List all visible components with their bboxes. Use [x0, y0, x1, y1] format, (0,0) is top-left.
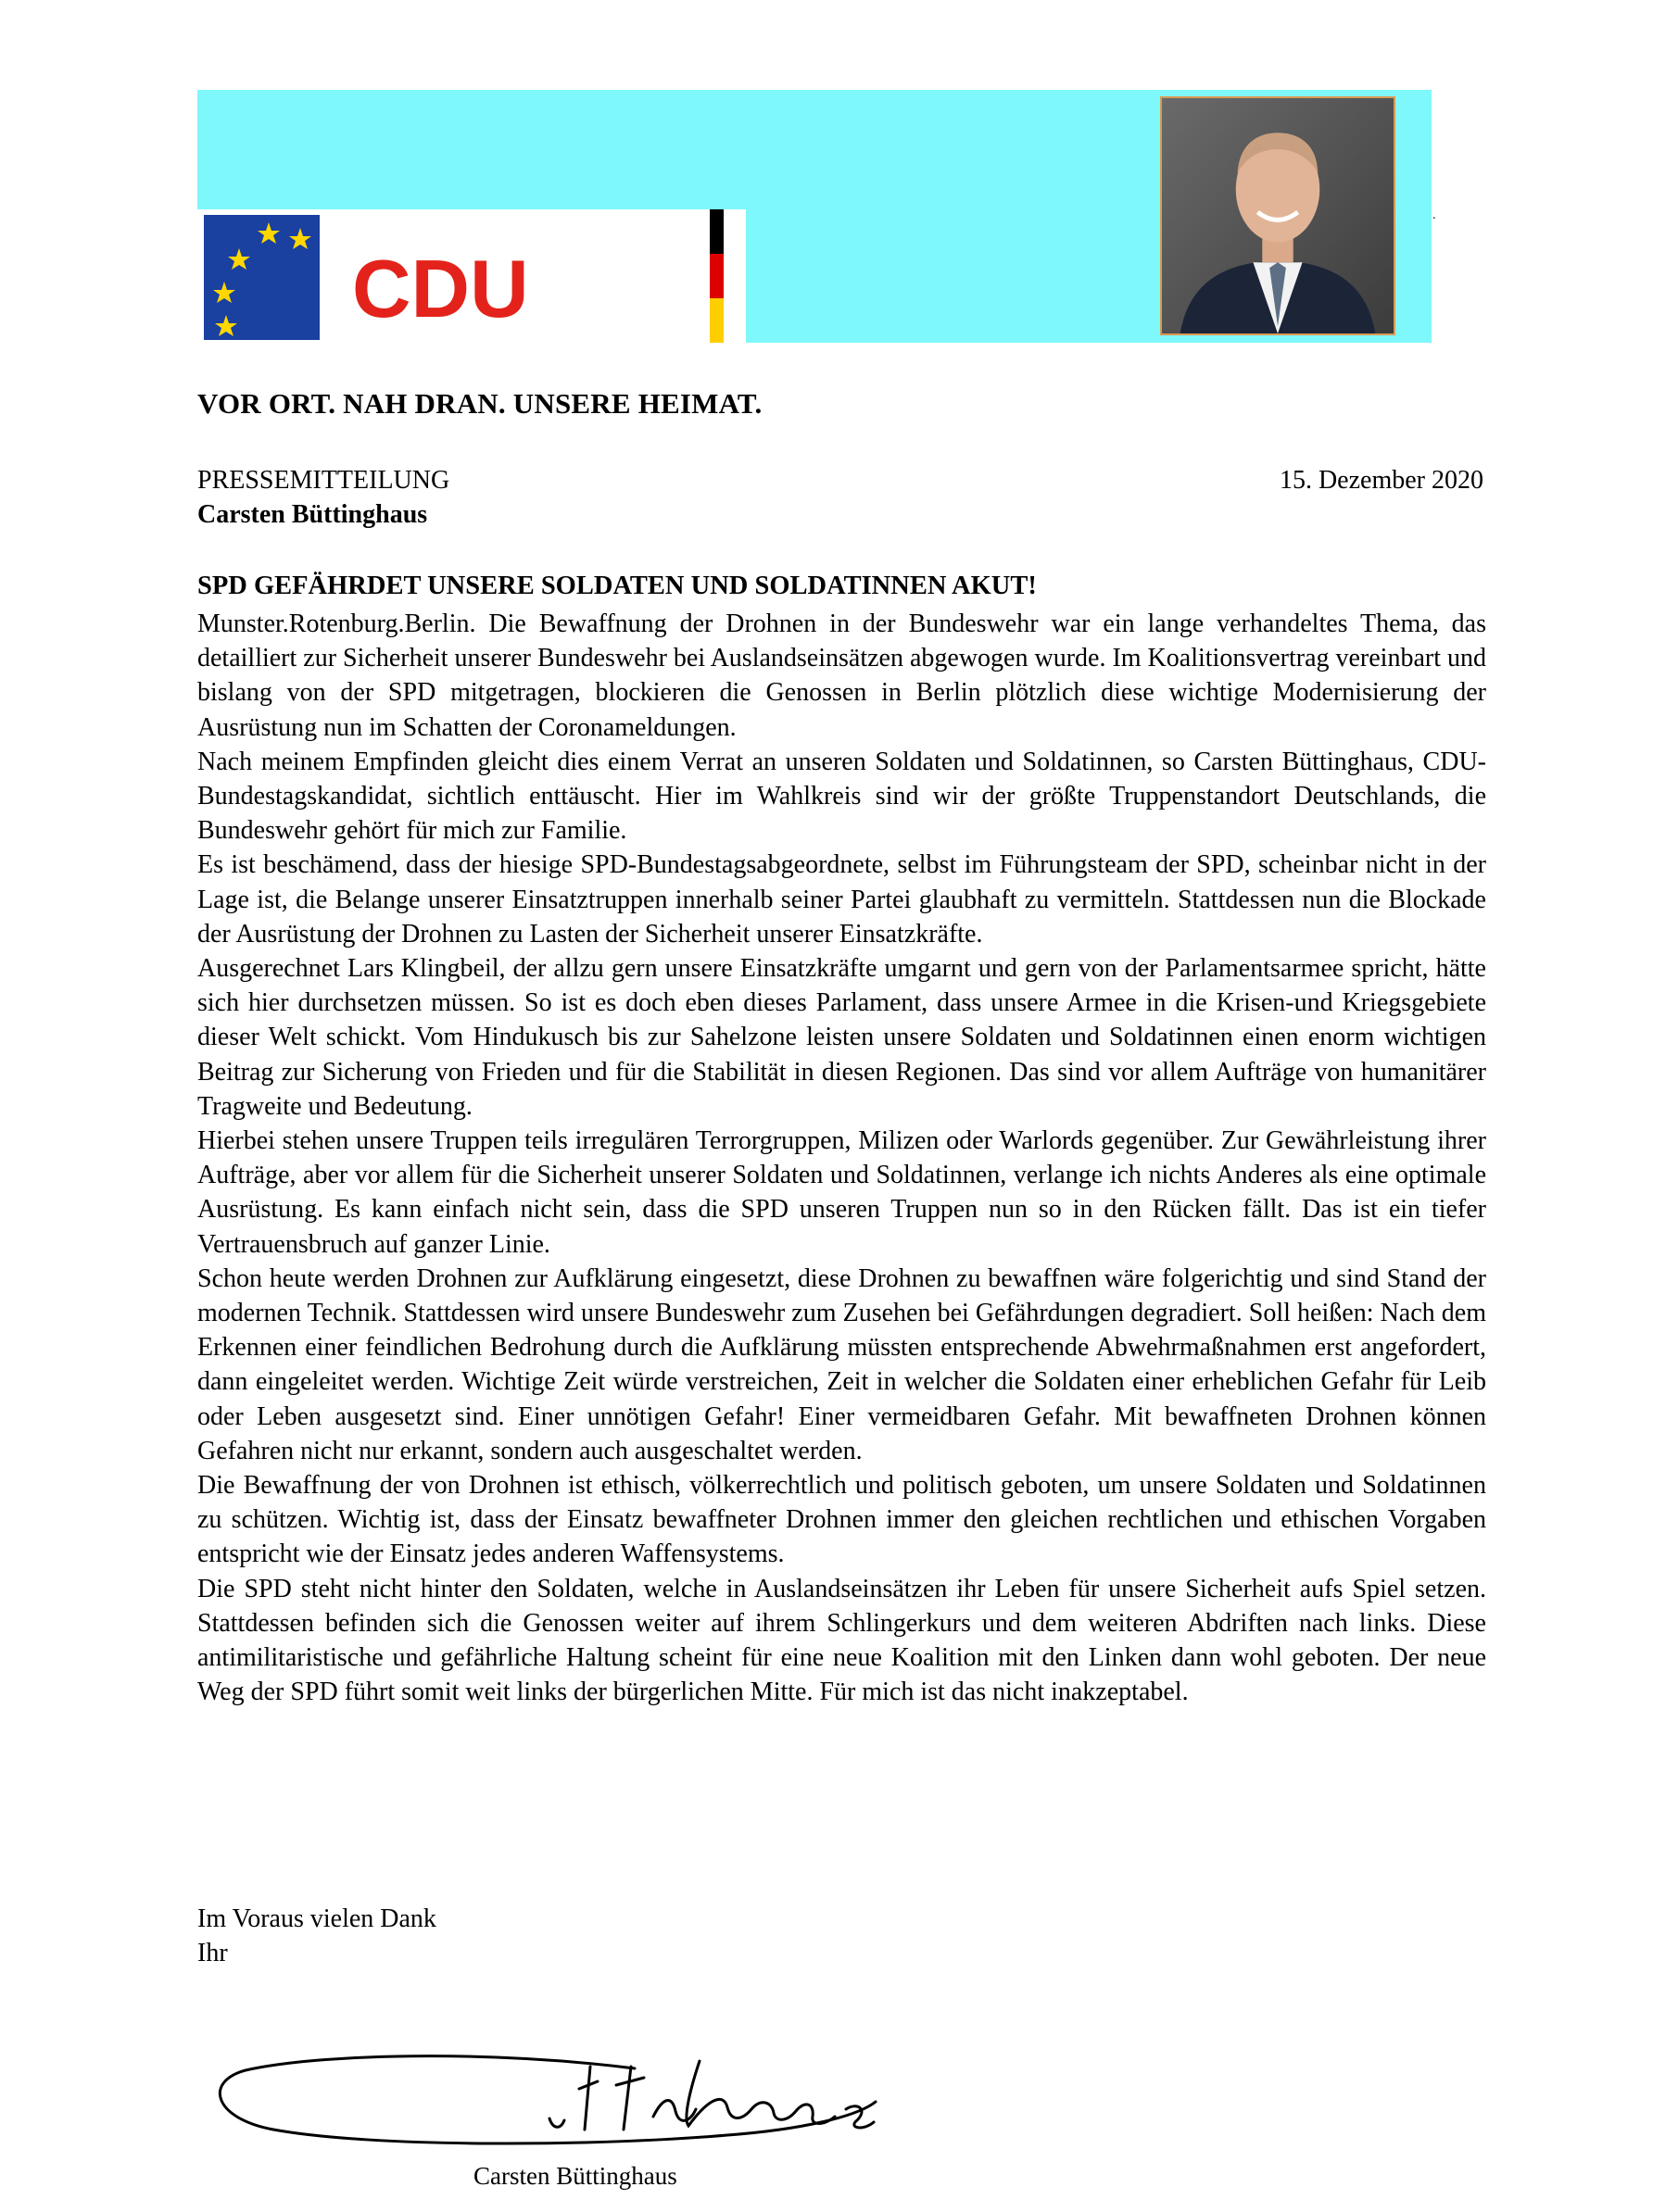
paragraph: Munster.Rotenburg.Berlin. Die Bewaffnung der Drohnen in der Bundeswehr war ein lange verhandeltes Thema, das detailliert zur Sicherheit unserer Bundeswehr bei Auslandseinsätzen abgewogen wurde. Im Koalitionsvertrag vereinbart und bislang von der SPD mitgetragen, blockieren die Genossen in Berlin plötzlich diese wichtige Modernisierung der Ausrüstung nun im Schatten der Coronameldungen.	[197, 610, 1486, 742]
cdu-logo	[352, 252, 593, 324]
press-release-body	[197, 607, 1486, 1710]
eu-flag-icon	[204, 215, 320, 340]
headline: SPD GEFÄHRDET UNSERE SOLDATEN UND SOLDATINNEN AKUT!	[197, 572, 1037, 600]
handwritten-signature	[208, 2033, 931, 2172]
closing	[197, 1902, 436, 1970]
paragraph: Hierbei stehen unsere Truppen teils irregulären Terrorgruppen, Milizen oder Warlords gegenüber. Zur Gewährleistung ihrer Aufträge, aber vor allem für die Sicherheit unserer Soldaten und Soldatinnen, verlange ich nichts Anderes als eine optimale Ausrüstung. Es kann einfach nicht sein, dass die SPD unseren Truppen nun so in den Rücken fällt. Das ist ein tiefer Vertrauensbruch auf ganzer Linie.	[197, 1126, 1486, 1259]
paragraph: Die Bewaffnung der von Drohnen ist ethisch, völkerrechtlich und politisch geboten, um unsere Soldaten und Soldatinnen zu schützen. Wichtig ist, dass der Einsatz bewaffneter Drohnen immer den gleichen rechtlichen und ethischen Vorgaben entspricht wie der Einsatz jedes anderen Waffensystems.	[197, 1471, 1486, 1569]
paragraph: Schon heute werden Drohnen zur Aufklärung eingesetzt, diese Drohnen zu bewaffnen wäre folgerichtig und sind Stand der modernen Technik. Stattdessen wird unsere Bundeswehr zum Zusehen bei Gefährdungen degradiert. Soll heißen: Nach dem Erkennen einer feindlichen Bedrohung durch die Aufklärung müssten entsprechende Abwehrmaßnahmen erst angefordert, dann eingeleitet werden. Wichtige Zeit würde verstreichen, Zeit in welcher die Soldaten einer erheblichen Gefahr für Leib oder Leben ausgesetzt sind. Einer unnötigen Gefahr! Einer vermeidbaren Gefahr. Mit bewaffneten Drohnen können Gefahren nicht nur erkannt, sondern auch ausgeschaltet werden.	[197, 1263, 1486, 1465]
german-flag-icon	[710, 209, 724, 343]
closing-salutation: Ihr	[197, 1939, 228, 1968]
decorative-dot: .	[1432, 208, 1436, 222]
paragraph: Nach meinem Empfinden gleicht dies einem Verrat an unseren Soldaten und Soldatinnen, so Carsten Büttinghaus, CDU-Bundestagskandidat, sichtlich enttäuscht. Hier im Wahlkreis sind wir der größte Truppenstandort Deutschlands, die Bundeswehr gehört für mich zur Familie.	[197, 747, 1486, 846]
release-date: 15. Dezember 2020	[1279, 466, 1483, 495]
cdu-logo-text: CDU	[352, 252, 529, 324]
author-name: Carsten Büttinghaus	[197, 500, 428, 529]
slogan: VOR ORT. NAH DRAN. UNSERE HEIMAT.	[197, 387, 763, 420]
signature-name: Carsten Büttinghaus	[473, 2162, 677, 2190]
portrait-photo	[1160, 96, 1395, 335]
paragraph: Ausgerechnet Lars Klingbeil, der allzu gern unsere Einsatzkräfte umgarnt und gern von der Parlamentsarmee spricht, hätte sich hier durchsetzen müssen. So ist es doch eben dieses Parlament, dass unsere Armee in die Krisen-und Kriegsgebiete dieser Welt schickt. Vom Hindukusch bis zur Sahelzone leisten unsere Soldaten und Soldatinnen einen enorm wichtigen Beitrag zur Sicherung von Frieden und für die Stabilität in diesen Regionen. Das sind vor allem Aufträge von humanitärer Tragweite und Bedeutung.	[197, 954, 1486, 1121]
closing-thanks: Im Voraus vielen Dank	[197, 1904, 436, 1933]
paragraph: Es ist beschämend, dass der hiesige SPD-Bundestagsabgeordnete, selbst im Führungsteam der SPD, scheinbar nicht in der Lage ist, die Belange unserer Einsatztruppen innerhalb seiner Partei glaubhaft zu vermitteln. Stattdessen nun die Blockade der Ausrüstung der Drohnen zu Lasten der Sicherheit unserer Einsatzkräfte.	[197, 850, 1486, 949]
paragraph: Die SPD steht nicht hinter den Soldaten, welche in Auslandseinsätzen ihr Leben für unsere Sicherheit aufs Spiel setzen. Stattdessen befinden sich die Genossen weiter auf ihrem Schlingerkurs und dem weiteren Abdriften nach links. Diese antimilitaristische und gefährliche Haltung scheint für eine neue Koalition mit den Linken dann wohl geboten. Der neue Weg der SPD führt somit weit links der bürgerlichen Mitte. Für mich ist das nicht inakzeptabel.	[197, 1574, 1486, 1707]
press-release-label: PRESSEMITTEILUNG	[197, 466, 450, 495]
